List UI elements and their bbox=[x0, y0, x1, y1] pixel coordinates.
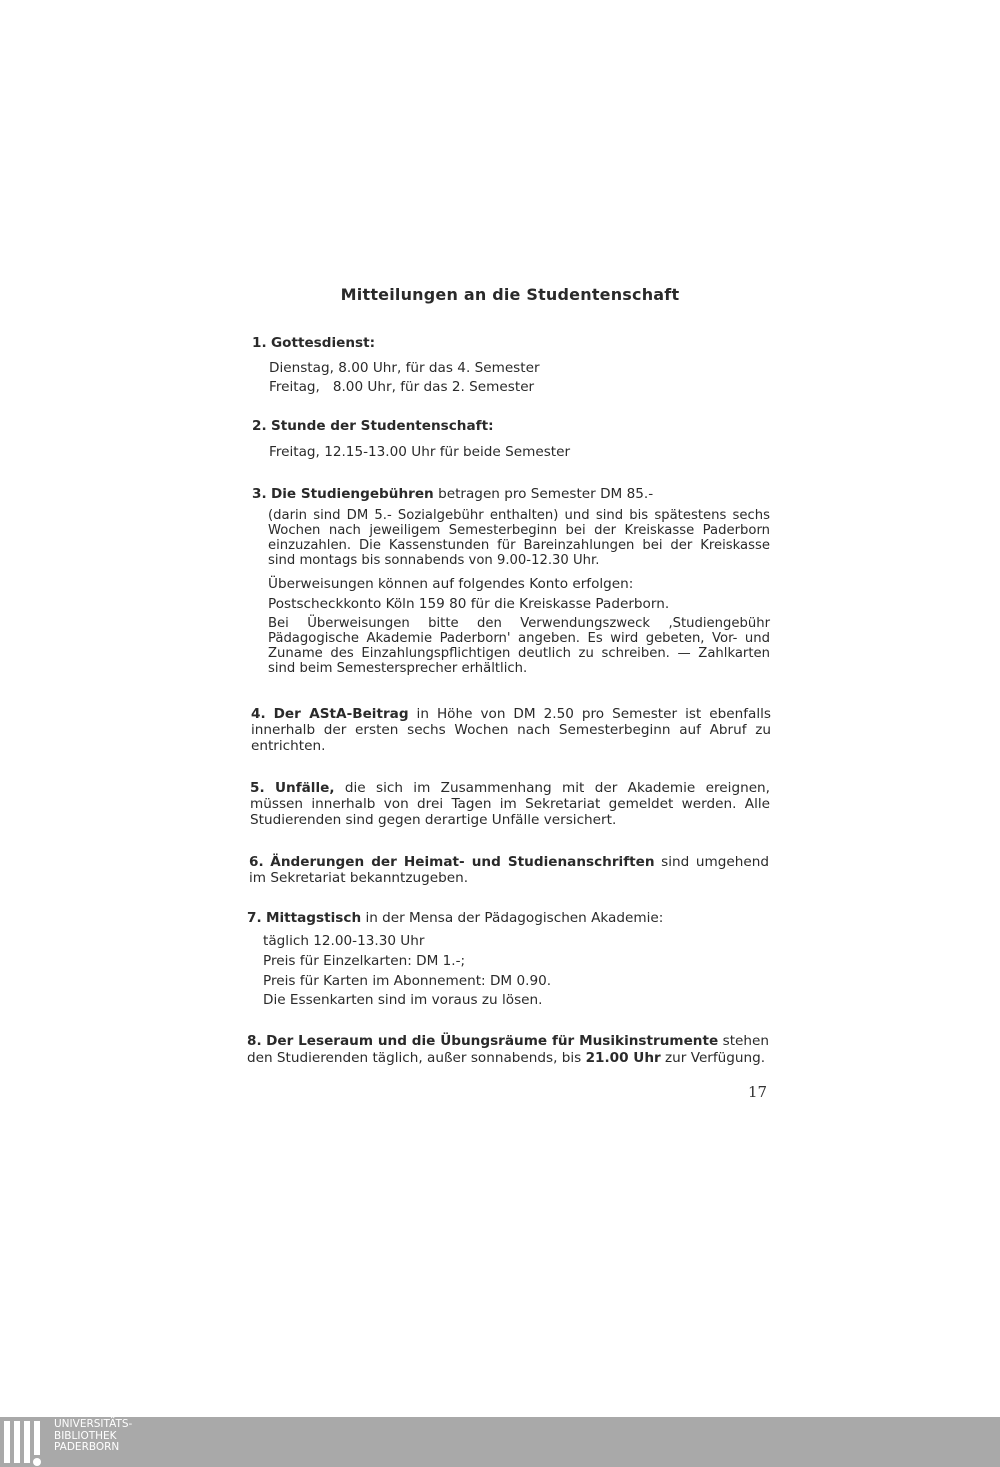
logo-bar bbox=[34, 1421, 40, 1455]
page-title: Mitteilungen an die Studentenschaft bbox=[340, 285, 680, 304]
section-number: 5. bbox=[250, 780, 265, 796]
section-studiengebuehren-heading bbox=[252, 487, 653, 502]
section-heading-rest: betragen pro Semester DM 85.- bbox=[433, 486, 654, 502]
section-stunde-heading bbox=[252, 419, 494, 434]
section-text: die sich im Zusammenhang mit der Akademie ereignen, müssen innerhalb von drei Tagen im Sekretariat gemeldet werden. Alle Studierenden sind gegen derartige Unfälle versichert. bbox=[250, 780, 770, 828]
logo-bar bbox=[24, 1421, 30, 1463]
text-line: Preis für Karten im Abonnement: DM 0.90. bbox=[263, 973, 552, 989]
section-text: stehen den Studierenden täglich, außer sonnabends, bis bbox=[247, 1033, 769, 1066]
section-gottesdienst-heading bbox=[252, 336, 375, 351]
library-name-line: PADERBORN bbox=[54, 1441, 120, 1453]
logo-dot bbox=[33, 1458, 41, 1466]
section-heading: Unfälle, bbox=[274, 780, 335, 796]
logo-bar bbox=[14, 1421, 20, 1463]
paragraph: (darin sind DM 5.- Sozialgebühr enthalten) und sind bis spätestens sechs Wochen nach jeweiligem Semesterbeginn bei der Kreiskasse Paderborn einzuzahlen. Die Kassenstunden für Bareinzahlungen bei der Kreiskasse sind montags bis sonnabends von 9.00-12.30 Uhr. bbox=[268, 508, 770, 568]
section-aenderungen bbox=[249, 854, 769, 886]
section-heading: Änderungen der Heimat- und Studienanschriften bbox=[270, 854, 655, 870]
section-mittagstisch-heading bbox=[247, 911, 663, 926]
section-asta-beitrag bbox=[251, 706, 771, 754]
section-heading: Der Leseraum und die Übungsräume für Musikinstrumente bbox=[266, 1033, 719, 1049]
section-number: 2. bbox=[252, 418, 267, 434]
text-line: Dienstag, 8.00 Uhr, für das 4. Semester bbox=[269, 360, 540, 376]
text-line: Preis für Einzelkarten: DM 1.-; bbox=[263, 953, 466, 969]
page-number: 17 bbox=[748, 1083, 768, 1101]
text-line: Freitag, 8.00 Uhr, für das 2. Semester bbox=[269, 379, 535, 395]
text-line: Freitag, 12.15-13.00 Uhr für beide Semester bbox=[269, 444, 571, 460]
section-number: 1. bbox=[252, 335, 267, 351]
library-name-line: BIBLIOTHEK bbox=[54, 1429, 117, 1442]
section-unfaelle bbox=[250, 780, 770, 828]
section-number: 4. bbox=[251, 706, 266, 722]
section-heading-rest: in der Mensa der Pädagogischen Akademie: bbox=[361, 910, 664, 926]
text-line: Die Essenkarten sind im voraus zu lösen. bbox=[263, 992, 543, 1008]
text-line: Postscheckkonto Köln 159 80 für die Kreiskasse Paderborn. bbox=[268, 596, 670, 612]
section-leseraum bbox=[247, 1033, 769, 1067]
library-name-line: UNIVERSITÄTS- bbox=[54, 1418, 133, 1430]
section-text: in Höhe von DM 2.50 pro Semester ist ebenfalls innerhalb der ersten sechs Wochen nach Semesterbeginn auf Abruf zu entrichten. bbox=[251, 706, 771, 754]
section-number: 7. bbox=[247, 910, 262, 926]
section-heading: Stunde der Studentenschaft: bbox=[270, 418, 494, 434]
section-heading: Mittagstisch bbox=[265, 910, 362, 926]
text-line: täglich 12.00-13.30 Uhr bbox=[263, 933, 425, 949]
paragraph: Bei Überweisungen bitte den Verwendungszweck ‚Studiengebühr Pädagogische Akademie Paderborn' angeben. Es wird gebeten, Vor- und Zuname des Einzahlungspflichtigen deutlich zu schreiben. — Zahlkarten sind beim Semestersprecher erhältlich. bbox=[268, 616, 770, 676]
section-text: sind umgehend im Sekretariat bekanntzugeben. bbox=[249, 854, 769, 886]
section-number: 6. bbox=[249, 854, 264, 870]
section-number: 3. bbox=[252, 486, 267, 502]
text-line: Überweisungen können auf folgendes Konto erfolgen: bbox=[268, 576, 634, 592]
section-heading: Gottesdienst: bbox=[270, 335, 376, 351]
section-heading: Die Studiengebühren bbox=[270, 486, 434, 502]
section-text-end: zur Verfügung. bbox=[660, 1050, 766, 1066]
logo-bar bbox=[4, 1421, 10, 1463]
library-name bbox=[54, 1419, 132, 1454]
section-heading: Der AStA-Beitrag bbox=[273, 706, 409, 722]
section-time: 21.00 Uhr bbox=[585, 1050, 661, 1066]
library-footer bbox=[0, 1417, 1000, 1467]
section-number: 8. bbox=[247, 1033, 262, 1049]
